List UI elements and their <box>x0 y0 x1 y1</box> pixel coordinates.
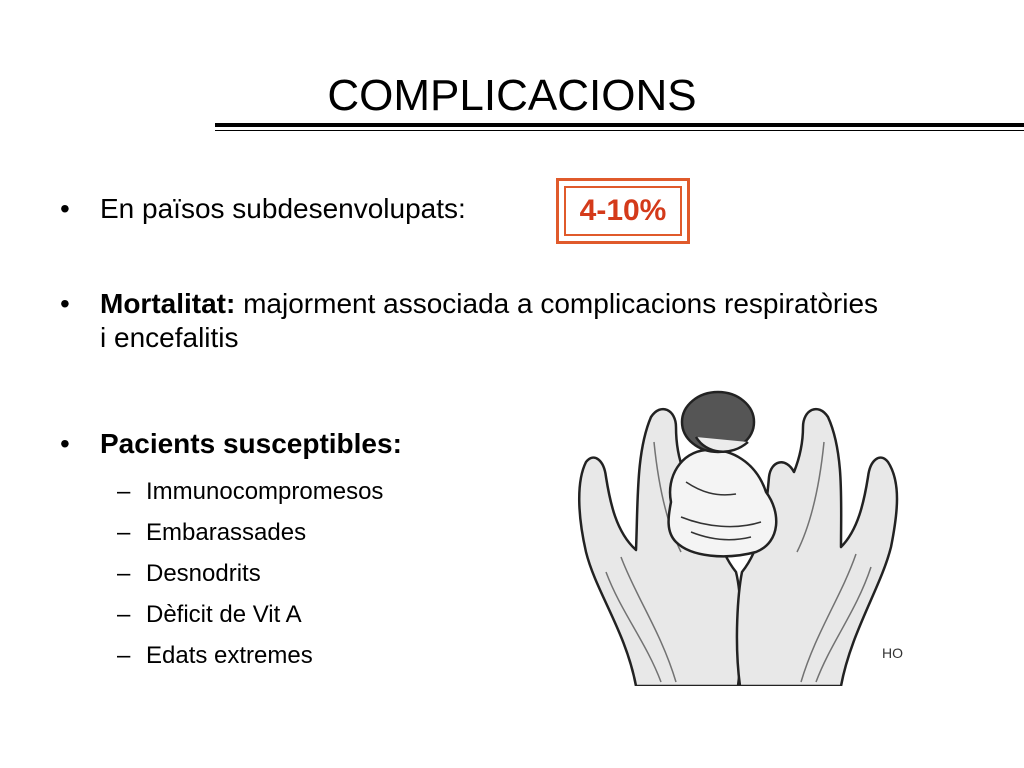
bullet-text: En països subdesenvolupats: <box>100 193 466 224</box>
list-item-text: Embarassades <box>146 519 307 546</box>
list-item <box>117 554 477 595</box>
bullet-dot: • <box>60 193 70 224</box>
list-dash: – <box>117 478 131 505</box>
list-dash: – <box>117 642 131 669</box>
list-dash: – <box>117 519 131 546</box>
susceptible-list <box>117 472 477 677</box>
list-dash: – <box>117 560 131 587</box>
illustration-signature: HO <box>882 645 903 661</box>
bullet-developing-countries <box>60 192 540 226</box>
percentage-value: 4-10% <box>579 194 667 227</box>
title-underline-thin <box>215 130 1024 131</box>
bullet-bold-label: Mortalitat: <box>100 288 236 319</box>
percentage-highlight-box <box>556 178 690 244</box>
slide-title: COMPLICACIONS <box>327 71 697 120</box>
list-item-text: Dèficit de Vit A <box>146 601 302 628</box>
bullet-text <box>100 287 880 355</box>
title-underline-thick <box>215 123 1024 127</box>
list-item-text: Immunocompromesos <box>146 478 384 505</box>
bullet-susceptible-patients <box>60 427 540 461</box>
list-item-text: Edats extremes <box>146 642 313 669</box>
bullet-body: majorment associada a complicacions respiratòries i encefalitis <box>100 288 879 353</box>
list-item <box>117 636 477 677</box>
hands-holding-child-icon <box>566 382 918 686</box>
bullet-dot: • <box>60 428 70 459</box>
bullet-dot: • <box>60 288 70 319</box>
bullet-mortality <box>60 287 880 367</box>
hands-illustration <box>566 382 918 686</box>
list-dash: – <box>117 601 131 628</box>
list-item-text: Desnodrits <box>146 560 261 587</box>
bullet-text: Pacients susceptibles: <box>100 428 402 459</box>
list-item <box>117 513 477 554</box>
list-item <box>117 595 477 636</box>
list-item <box>117 472 477 513</box>
